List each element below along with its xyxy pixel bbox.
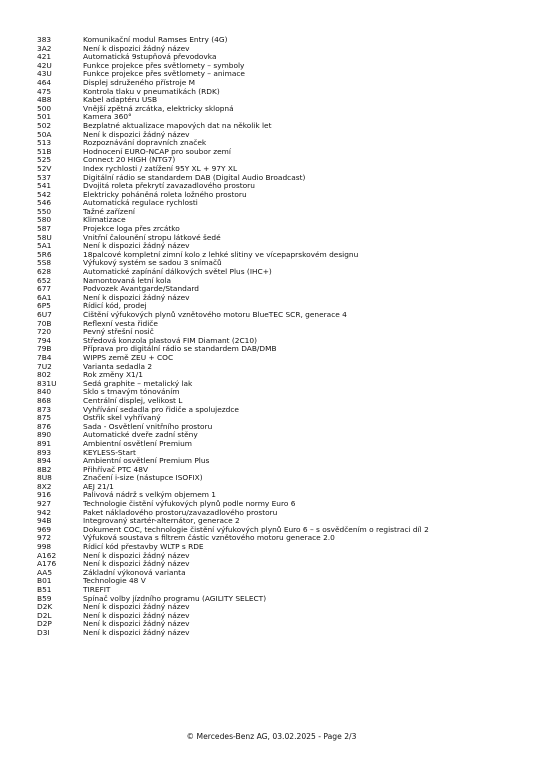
list-item	[37, 165, 527, 174]
option-description: Kabel adaptéru USB	[83, 96, 158, 105]
option-code: 421	[37, 52, 52, 62]
option-code: 893	[37, 447, 52, 457]
option-code: 831U	[37, 378, 57, 388]
option-description: Není k dispozici žádný název	[83, 611, 190, 620]
list-item	[37, 131, 527, 140]
option-description: Namontovaná letní kola	[83, 276, 172, 285]
option-description: Palivová nádrž s velkým objemem 1	[83, 491, 217, 500]
option-code: 525	[37, 155, 52, 165]
list-item	[37, 629, 527, 638]
option-description: Bezplatné aktualizace mapových dat na několik let	[83, 121, 272, 130]
option-code: 8B2	[37, 464, 52, 474]
list-item	[37, 517, 527, 526]
option-description: Centrální displej, velikost L	[83, 396, 183, 405]
page-footer: © Mercedes-Benz AG, 03.02.2025 - Page 2/3	[186, 732, 357, 741]
list-item	[37, 70, 527, 79]
option-code: B01	[37, 576, 52, 586]
option-description: Elektricky poháněná roleta ložného prostoru	[83, 190, 247, 199]
list-item	[37, 612, 527, 621]
option-code: 794	[37, 335, 52, 345]
option-code: 868	[37, 395, 52, 405]
option-code: 541	[37, 181, 52, 191]
option-description: Není k dispozici žádný název	[83, 44, 190, 53]
option-description: Základní výkonová varianta	[83, 568, 186, 577]
list-item	[37, 242, 527, 251]
option-description: Funkce projekce přes světlomety – animace	[83, 70, 245, 79]
option-description: Není k dispozici žádný název	[83, 242, 190, 251]
option-code: AA5	[37, 567, 53, 577]
list-item	[37, 62, 527, 71]
option-description: Komunikační modul Ramses Entry (4G)	[83, 36, 228, 44]
list-item	[37, 354, 527, 363]
option-description: Řídicí kód, prodej	[83, 302, 147, 311]
option-description: Ambientní osvětlení Premium	[83, 439, 192, 448]
option-description: Automatická regulace rychlosti	[83, 199, 198, 208]
option-code: 628	[37, 267, 52, 277]
option-code: B51	[37, 585, 52, 594]
option-code: D3I	[37, 627, 50, 637]
option-description: Automatické zapínání dálkových světel Plus (IHC+)	[83, 268, 272, 277]
list-item	[37, 388, 527, 397]
option-code: 502	[37, 120, 52, 130]
option-code: 580	[37, 215, 52, 225]
option-description: Čištění výfukových plynů vznětového motoru BlueTEC SCR, generace 4	[83, 311, 347, 319]
list-item	[37, 182, 527, 191]
list-item	[37, 268, 527, 277]
option-description: Reflexní vesta řidiče	[83, 319, 158, 328]
option-code: 802	[37, 370, 52, 380]
option-code: 464	[37, 77, 52, 87]
list-item	[37, 285, 527, 294]
list-item	[37, 53, 527, 62]
option-code: 51B	[37, 146, 52, 156]
option-code: 5S8	[37, 258, 52, 268]
list-item	[37, 534, 527, 543]
option-code: D2P	[37, 619, 52, 629]
list-item	[37, 474, 527, 483]
list-item	[37, 586, 527, 595]
option-code: 876	[37, 421, 52, 431]
option-description: Automatické dveře zadní stěny	[83, 431, 198, 440]
option-code: 677	[37, 284, 52, 294]
list-item	[37, 311, 527, 320]
option-description: AEJ 21/1	[83, 482, 114, 491]
option-code: 8U8	[37, 473, 52, 483]
option-description: Vyhřívání sedadla pro řidiče a spolujezdce	[83, 405, 239, 414]
list-item	[37, 259, 527, 268]
option-description: Ostřik skel vyhřívaný	[83, 414, 161, 423]
list-item	[37, 560, 527, 569]
list-item	[37, 191, 527, 200]
list-item	[37, 380, 527, 389]
list-item	[37, 302, 527, 311]
list-item	[37, 440, 527, 449]
list-item	[37, 96, 527, 105]
list-item	[37, 174, 527, 183]
list-item	[37, 225, 527, 234]
list-item	[37, 457, 527, 466]
list-item	[37, 423, 527, 432]
list-item	[37, 277, 527, 286]
option-code: 537	[37, 172, 52, 182]
list-item	[37, 234, 527, 243]
option-description: Výfuková soustava s filtrem částic vznětového motoru generace 2.0	[83, 534, 335, 543]
option-description: Dvojitá roleta překrytí zavazadlového prostoru	[83, 182, 255, 191]
list-item	[37, 371, 527, 380]
option-description: Index rychlosti / zatížení 95Y XL + 97Y XL	[83, 164, 238, 173]
option-code: 875	[37, 413, 52, 423]
list-item	[37, 139, 527, 148]
option-description: Connect 20 HIGH (NTG7)	[83, 156, 176, 165]
option-description: Středová konzola plastová FIM Diamant (2C10)	[83, 336, 257, 345]
option-code: 6U7	[37, 310, 52, 319]
option-description: Hodnocení EURO-NCAP pro soubor zemí	[83, 147, 231, 156]
option-code: 894	[37, 456, 52, 466]
option-description: Přihřívač PTC 48V	[83, 465, 149, 474]
list-item	[37, 431, 527, 440]
option-description: Výfukový systém se sadou 3 snímačů	[83, 259, 222, 268]
option-code: 501	[37, 112, 52, 122]
option-description: Technologie čistění výfukových plynů podle normy Euro 6	[83, 500, 296, 509]
option-code: 70B	[37, 318, 52, 328]
list-item	[37, 148, 527, 157]
list-item	[37, 294, 527, 303]
option-description: Projekce loga přes zrcátko	[83, 225, 180, 234]
option-description: Kamera 360°	[83, 113, 132, 122]
option-code: 383	[37, 35, 52, 44]
option-code: 6A1	[37, 292, 52, 302]
option-code: 5R6	[37, 249, 52, 259]
list-item	[37, 466, 527, 475]
option-code: 42U	[37, 60, 52, 70]
option-code: 942	[37, 507, 52, 517]
list-item	[37, 414, 527, 423]
option-description: Není k dispozici žádný název	[83, 130, 190, 139]
option-description: Tažné zařízení	[83, 207, 135, 216]
list-item	[37, 491, 527, 500]
option-code: 720	[37, 327, 52, 337]
option-description: Není k dispozici žádný název	[83, 628, 190, 637]
list-item	[37, 88, 527, 97]
option-description: Integrovaný startér-alternátor, generace 2	[83, 517, 240, 526]
option-description: Dokument COC, technologie čistění výfukových plynů Euro 6 – s osvědčením o registraci díl 2	[83, 525, 429, 534]
option-code: 550	[37, 206, 52, 216]
option-code: 6P5	[37, 301, 51, 311]
option-description: Značení i-size (nástupce ISOFIX)	[83, 474, 203, 483]
option-description: KEYLESS-Start	[83, 448, 136, 457]
option-code: 94B	[37, 516, 52, 526]
option-description: Automatická 9stupňová převodovka	[83, 53, 217, 62]
list-item	[37, 122, 527, 131]
option-code: 890	[37, 430, 52, 440]
option-description: Podvozek Avantgarde/Standard	[83, 285, 199, 294]
option-description: Rok změny X1/1	[83, 371, 143, 380]
option-code: 58U	[37, 232, 52, 242]
list-item	[37, 449, 527, 458]
option-code: 998	[37, 542, 52, 552]
list-item	[37, 500, 527, 509]
option-code: 546	[37, 198, 52, 208]
list-item	[37, 79, 527, 88]
option-description: Není k dispozici žádný název	[83, 551, 190, 560]
option-code: 79B	[37, 344, 52, 354]
list-item	[37, 620, 527, 629]
list-item	[37, 320, 527, 329]
list-item	[37, 603, 527, 612]
option-description: Digitální rádio se standardem DAB (Digital Audio Broadcast)	[83, 173, 306, 182]
list-item	[37, 406, 527, 415]
option-code: 43U	[37, 69, 52, 79]
option-code: 652	[37, 275, 52, 285]
option-code: 840	[37, 387, 52, 397]
list-item	[37, 552, 527, 561]
option-description: Technologie 48 V	[83, 577, 146, 586]
list-item	[37, 577, 527, 586]
list-item	[37, 156, 527, 165]
option-code: 873	[37, 404, 52, 414]
list-item	[37, 105, 527, 114]
equipment-code-list	[37, 36, 527, 638]
list-item	[37, 328, 527, 337]
option-code: 4B8	[37, 95, 52, 105]
option-code: A162	[37, 550, 57, 560]
option-description: Spínač volby jízdního programu (AGILITY SELECT)	[83, 594, 267, 603]
option-description: Paket nákladového prostoru/zavazadlového prostoru	[83, 508, 278, 517]
option-description: Není k dispozici žádný název	[83, 560, 190, 569]
list-item	[37, 345, 527, 354]
list-item	[37, 45, 527, 54]
option-description: Sklo s tmavým tónováním	[83, 388, 180, 397]
list-item	[37, 208, 527, 217]
option-code: 3A2	[37, 43, 52, 53]
option-code: D2K	[37, 602, 53, 612]
list-item	[37, 216, 527, 225]
list-item	[37, 595, 527, 604]
option-description: WIPPS země ZEU + COC	[83, 353, 174, 362]
option-code: 475	[37, 86, 52, 96]
option-code: D2L	[37, 610, 52, 620]
option-description: Vnější zpětná zrcátka, elektricky sklopná	[83, 104, 234, 113]
option-description: Vnitřní čalounění stropu látkové šedé	[83, 233, 221, 242]
option-code: 513	[37, 138, 52, 148]
option-code: 8X2	[37, 481, 52, 491]
list-item	[37, 363, 527, 372]
option-description: Pevný střešní nosič	[83, 328, 154, 337]
list-item	[37, 543, 527, 552]
list-item	[37, 36, 527, 45]
option-code: 5A1	[37, 241, 52, 251]
option-description: Ambientní osvětlení Premium Plus	[83, 457, 210, 466]
option-code: 52V	[37, 163, 52, 173]
option-description: Kontrola tlaku v pneumatikách (RDK)	[83, 87, 220, 96]
option-code: 50A	[37, 129, 52, 139]
list-item	[37, 526, 527, 535]
option-code: 969	[37, 524, 52, 534]
list-item	[37, 113, 527, 122]
option-code: 916	[37, 490, 52, 500]
option-code: 7B4	[37, 352, 52, 362]
list-item	[37, 483, 527, 492]
option-description: Není k dispozici žádný název	[83, 620, 190, 629]
list-item	[37, 509, 527, 518]
option-description: Funkce projekce přes světlomety – symboly	[83, 61, 245, 70]
option-description: 18palcové kompletní zimní kolo z lehké slitiny ve vícepaprskovém designu	[83, 250, 359, 259]
option-description: Není k dispozici žádný název	[83, 293, 190, 302]
option-description: Displej sdruženého přístroje M	[83, 78, 196, 87]
option-code: 542	[37, 189, 52, 199]
option-code: 927	[37, 499, 52, 509]
option-code: 587	[37, 224, 52, 234]
option-description: Rozpoznávání dopravních značek	[83, 139, 207, 148]
list-item	[37, 251, 527, 260]
option-description: Varianta sedadla 2	[83, 362, 153, 371]
option-code: A176	[37, 559, 57, 569]
option-description: Není k dispozici žádný název	[83, 603, 190, 612]
option-code: 500	[37, 103, 52, 113]
list-item	[37, 337, 527, 346]
option-code: B59	[37, 593, 52, 603]
option-description: Řídicí kód přestavby WLTP s RDE	[83, 543, 204, 552]
option-description: Sada - Osvětlení vnitřního prostoru	[83, 422, 213, 431]
option-description: Šedá graphite – metalický lak	[83, 379, 193, 388]
list-item	[37, 569, 527, 578]
option-code: 972	[37, 533, 52, 543]
option-description: TIREFIT	[83, 586, 111, 594]
option-description: Klimatizace	[83, 216, 126, 225]
option-code: 891	[37, 438, 52, 448]
list-item	[37, 199, 527, 208]
list-item	[37, 397, 527, 406]
option-code: 7U2	[37, 361, 52, 371]
option-description: Příprava pro digitální rádio se standardem DAB/DMB	[83, 345, 277, 354]
